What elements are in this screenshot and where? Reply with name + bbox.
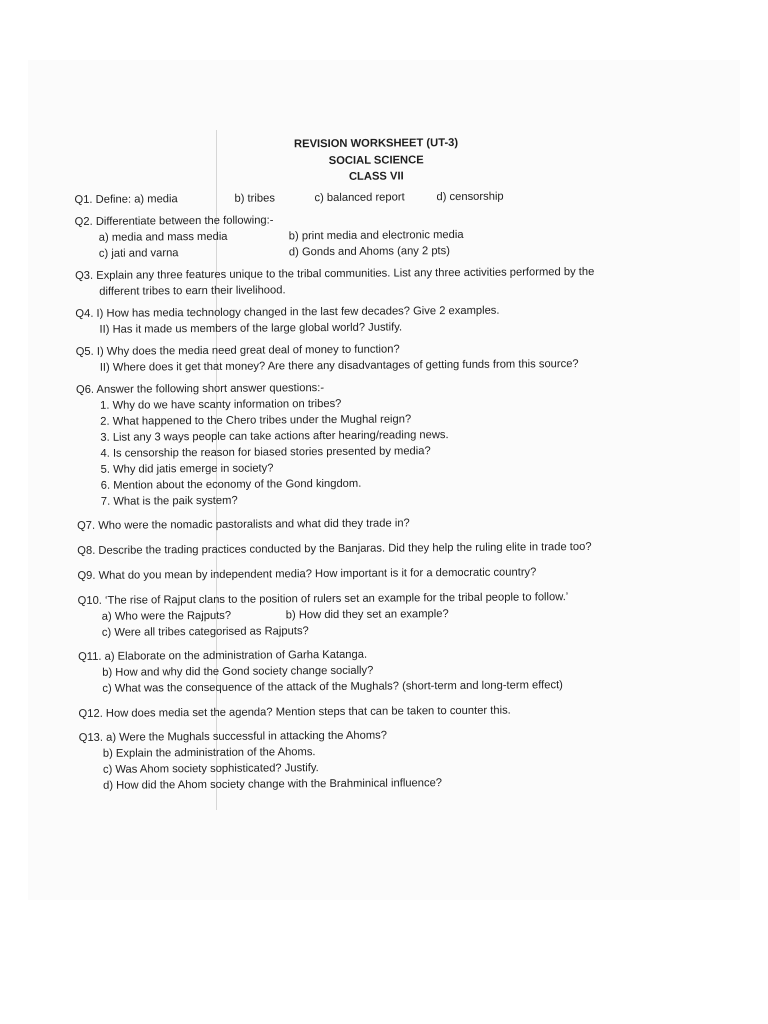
q10-option-a: a) Who were the Rajputs? — [101, 609, 232, 623]
list-item: 4. Is censorship the reason for biased stories presented by media? — [100, 444, 431, 460]
q2-option-d: d) Gonds and Ahoms (any 2 pts) — [288, 244, 451, 258]
list-item: 6. Mention about the economy of the Gond kingdom. — [100, 477, 362, 492]
worksheet-title: REVISION WORKSHEET (UT-3) — [293, 136, 459, 151]
q6-text: Q6. Answer the following short answer questions:- — [75, 381, 325, 396]
q4-line-1: Q4. I) How has media technology changed in the last few decades? Give 2 examples. — [75, 304, 500, 320]
question-4 — [75, 301, 665, 338]
question-11 — [78, 644, 668, 697]
question-1 — [74, 187, 664, 208]
subject-title: SOCIAL SCIENCE — [328, 153, 424, 167]
q1-label: Q1. Define: a) media — [74, 192, 178, 206]
q10-option-b: b) How did they set an example? — [285, 607, 449, 621]
q6-list — [76, 393, 667, 510]
q2-option-b: b) print media and electronic media — [288, 228, 464, 242]
question-3 — [75, 263, 665, 300]
question-13 — [79, 725, 669, 794]
q1-option-c: c) balanced report — [314, 190, 405, 204]
q4-line-2: II) Has it made us members of the large global world? Justify. — [99, 320, 403, 336]
question-2 — [75, 209, 665, 262]
worksheet-header — [74, 133, 664, 187]
q11-option-a: Q11. a) Elaborate on the administration of Garha Katanga. — [78, 648, 368, 663]
q13-option-c: c) Was Ahom society sophisticated? Justify. — [102, 761, 319, 776]
q10-text: Q10. ‘The rise of Rajput clans to the position of rulers set an example for the tribal people to follow.’ — [77, 590, 569, 607]
q13-option-d: d) How did the Ahom society change with the Brahminical influence? — [103, 776, 443, 792]
q3-line-1: Q3. Explain any three features unique to the tribal communities. List any three activities performed by the — [75, 265, 595, 282]
list-item: 5. Why did jatis emerge in society? — [100, 461, 274, 476]
question-12: Q12. How does media set the agenda? Mention steps that can be taken to counter this. — [78, 704, 511, 720]
q1-option-b: b) tribes — [234, 191, 275, 205]
q11-option-b: b) How and why did the Gond society change socially? — [102, 664, 374, 679]
list-item: 1. Why do we have scanty information on tribes? — [100, 397, 342, 412]
q13-option-a: Q13. a) Were the Mughals successful in attacking the Ahoms? — [78, 729, 387, 744]
question-5 — [76, 339, 666, 376]
question-8: Q8. Describe the trading practices conducted by the Banjaras. Did they help the ruling elite in trade too? — [77, 540, 592, 557]
q2-option-a: a) media and mass media — [98, 230, 228, 244]
worksheet — [74, 133, 669, 793]
q11-option-c: c) What was the consequence of the attack of the Mughals? (short-term and long-term effect) — [102, 678, 563, 695]
list-item: 2. What happened to the Chero tribes under the Mughal reign? — [100, 412, 412, 428]
question-9: Q9. What do you mean by independent media? How important is it for a democratic country? — [77, 565, 537, 582]
q13-option-b: b) Explain the administration of the Ahoms. — [102, 745, 316, 760]
question-10 — [78, 588, 668, 641]
class-title: CLASS VII — [348, 170, 404, 183]
q2-text: Q2. Differentiate between the following:- — [74, 213, 274, 228]
q2-option-c: c) jati and varna — [98, 246, 179, 260]
list-item: 7. What is the paik system? — [100, 494, 238, 508]
q3-line-2: different tribes to earn their livelihood. — [99, 283, 286, 298]
list-item: 3. List any 3 ways people can take actions after hearing/reading news. — [100, 428, 449, 444]
q1-option-d: d) censorship — [436, 190, 504, 203]
question-7: Q7. Who were the nomadic pastoralists and what did they trade in? — [76, 516, 410, 532]
question-6 — [76, 377, 667, 510]
q5-line-2: II) Where does it get that money? Are there any disadvantages of getting funds from this source? — [99, 357, 579, 374]
q5-line-1: Q5. I) Why does the media need great deal of money to function? — [75, 342, 400, 358]
q10-option-c: c) Were all tribes categorised as Rajputs? — [101, 624, 309, 639]
